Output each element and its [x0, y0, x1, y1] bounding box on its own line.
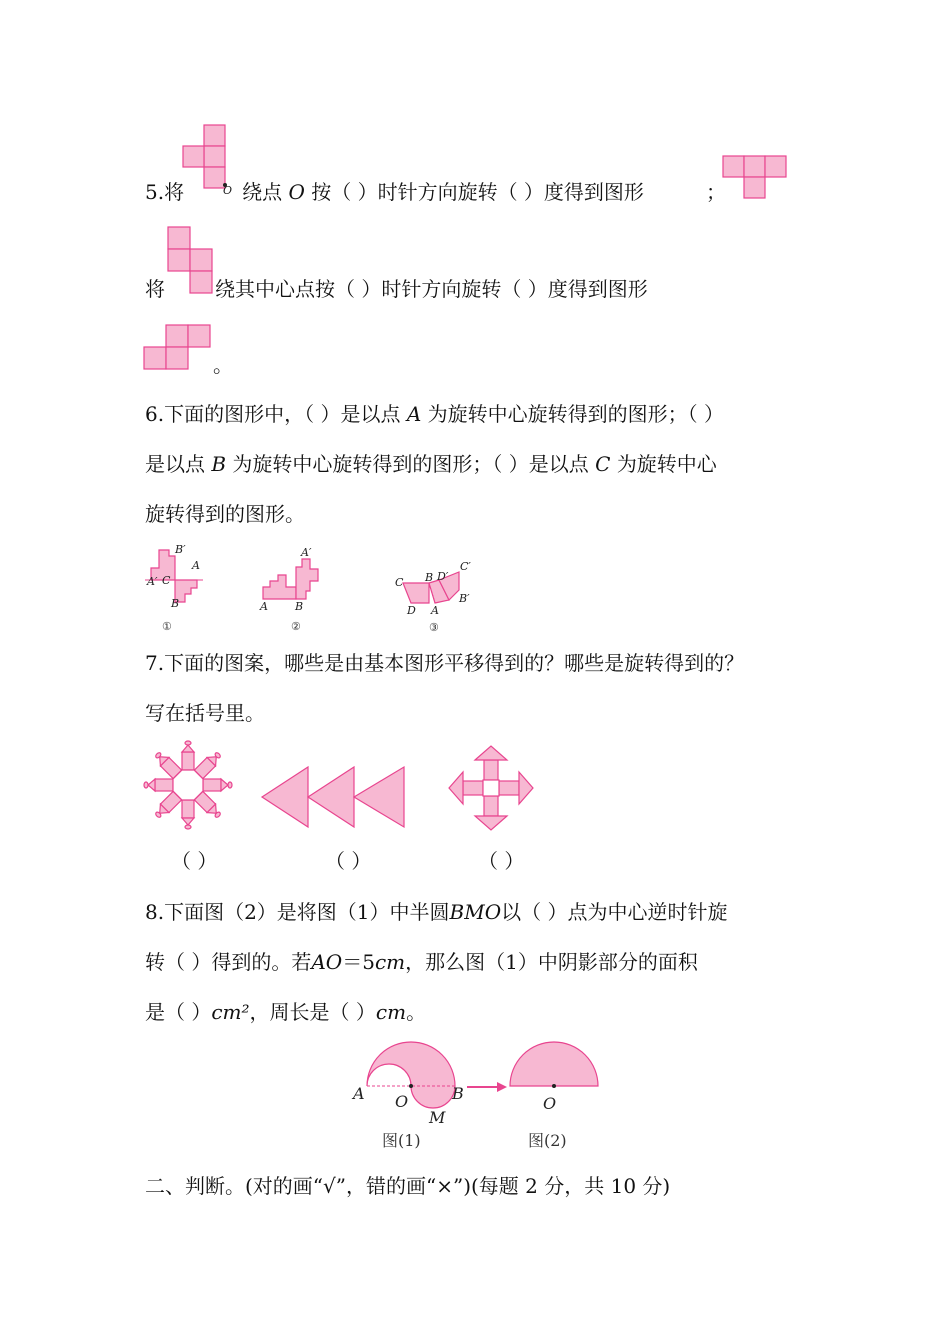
q6-figure-3: [393, 560, 483, 636]
q7-answer-3[interactable]: （ ）: [478, 849, 525, 873]
q6-f3-label-a: A: [431, 604, 439, 617]
q8-f2-label-o: O: [543, 1094, 557, 1113]
q8-figure-1: [345, 1036, 475, 1154]
q6-line-3: 旋转得到的图形。: [145, 502, 305, 526]
q6-f3-label-d-prime: D′: [437, 570, 449, 583]
q6-f1-label-a-prime: A′: [147, 575, 158, 588]
q7-answer-2[interactable]: （ ）: [325, 849, 372, 873]
q7-answer-1[interactable]: （ ）: [171, 849, 218, 873]
q8-line-3: 是（ ）cm²，周长是（ ）cm。: [145, 1000, 427, 1024]
q6-f3-label-b: B: [425, 571, 434, 584]
q6-f1-label-c: C: [162, 574, 171, 587]
q8-f1-caption: 图(1): [382, 1131, 421, 1150]
q8-line-2: 转（ ）得到的。若AO＝5cm，那么图（1）中阴影部分的面积: [145, 950, 698, 974]
q6-figure-2: [258, 543, 333, 635]
q8-f1-label-a: A: [353, 1084, 365, 1103]
q5-line-2: 将 绕其中心点按（ ）时针方向旋转（ ）度得到图形: [145, 277, 648, 301]
q6-f3-caption: ③: [429, 621, 439, 634]
q8-f1-label-m: M: [429, 1108, 446, 1127]
q7-pattern-triangles: [258, 765, 408, 829]
q8-f1-label-b: B: [452, 1084, 464, 1103]
q7-pattern-star: [146, 742, 236, 832]
q5-target-shape-1: [723, 155, 787, 200]
q6-f3-label-c-prime: C′: [460, 560, 471, 573]
q6-figure-1: [145, 543, 205, 635]
q6-line-2: 是以点 B 为旋转中心旋转得到的图形；（ ）是以点 C 为旋转中心: [145, 452, 717, 476]
q5-line-1: 5.将 绕点 O 按（ ）时针方向旋转（ ）度得到图形 ；: [145, 180, 726, 204]
q7-line-1: 7.下面的图案，哪些是由基本图形平移得到的？哪些是旋转得到的？: [145, 651, 745, 675]
q6-f1-label-b: B: [171, 597, 180, 610]
q5-line-3-end: 。: [213, 353, 233, 377]
q5-target-shape-2: [144, 324, 212, 370]
q6-f3-label-c: C: [395, 576, 404, 589]
q8-f1-label-o: O: [395, 1092, 409, 1111]
q8-figure-2: [505, 1036, 605, 1154]
q6-f2-label-b: B: [295, 600, 304, 613]
q8-f2-caption: 图(2): [528, 1131, 567, 1150]
q6-f1-label-b-prime: B′: [175, 543, 186, 556]
q8-arrow-icon: [465, 1080, 509, 1094]
q8-line-1: 8.下面图（2）是将图（1）中半圆BMO以（ ）点为中心逆时针旋: [145, 900, 728, 924]
q6-f1-caption: ①: [162, 620, 172, 633]
q7-line-2: 写在括号里。: [145, 701, 265, 725]
q5-point-label: O: [223, 184, 233, 197]
q6-f2-label-a: A: [260, 600, 268, 613]
q7-pattern-arrows: [447, 744, 537, 832]
q6-line-1: 6.下面的图形中，（ ）是以点 A 为旋转中心旋转得到的图形；（ ）: [145, 402, 724, 426]
section-2-title: 二、判断。(对的画“√”，错的画“×”)(每题 2 分，共 10 分): [145, 1174, 671, 1198]
q6-f1-label-a: A: [192, 559, 200, 572]
q6-f2-label-a-prime: A′: [301, 546, 312, 559]
q6-f3-label-d: D: [407, 604, 416, 617]
q6-f3-label-b-prime: B′: [459, 592, 470, 605]
q6-f2-caption: ②: [291, 620, 301, 633]
